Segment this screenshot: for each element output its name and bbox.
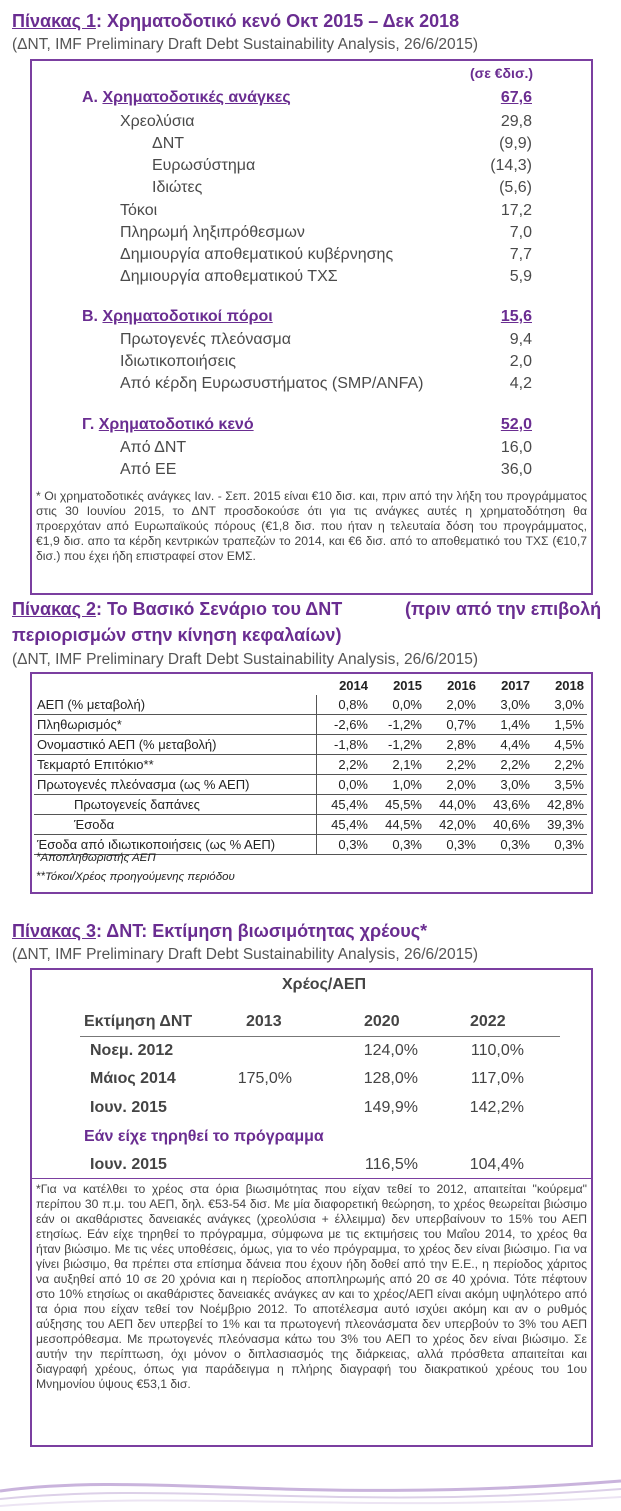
- table1-value: 5,9: [509, 268, 532, 285]
- table3-cell: 128,0%: [363, 1070, 418, 1087]
- table2-row-label: Πρωτογενείς δαπάνες: [34, 795, 317, 815]
- table1-item-label: Τόκοι: [120, 202, 158, 219]
- table1-section-label: [82, 308, 273, 326]
- table1-value: 4,2: [509, 375, 532, 392]
- table2-row: [34, 775, 587, 795]
- table1-item-label: Από ΕΕ: [120, 461, 177, 478]
- table3-note-box: [30, 1178, 593, 1447]
- table3-col-label: Εκτίμηση ΔΝΤ: [84, 1013, 193, 1030]
- table2-cell: 0,3%: [533, 835, 587, 855]
- table2-cell: 40,6%: [479, 815, 533, 835]
- table2-cell: 45,4%: [317, 795, 372, 815]
- table2-foot1: *Αποπληθωριστής ΑΕΠ: [36, 852, 156, 864]
- table2-cell: 43,6%: [479, 795, 533, 815]
- table3-row-label: Μάιος 2014: [90, 1070, 176, 1087]
- table1-item-label: Από ΔΝΤ: [120, 439, 187, 456]
- table2-row-label: Έσοδα από ιδιωτικοποιήσεις (ως % ΑΕΠ): [34, 835, 317, 855]
- table1-note: * Οι χρηματοδοτικές ανάγκες Ιαν. - Σεπ. 2015 είναι €10 δισ. και, πριν από την λήξη του προγράμματος στις 30 Ιουνίου 2015, το ΔΝΤ προσδοκούσε ότι για τις ανάγκες αυτές η χρηματοδότηση θα προερχόταν από Ευρωπαϊκούς πόρους (€1,8 δισ. που ήταν η τελευταία δόση του προγράμματος, €1,9 δισ. απο τα κέρδη κεντρικών τραπεζών το 2014, και €6 δισ. από το αποθεματικό του ΤΧΣ (€10,7 δισ.) που έχει ήδη επιστραφεί στον ΕΜΣ.: [36, 489, 587, 563]
- table3-subheading: Εάν είχε τηρηθεί το πρόγραμμα: [84, 1128, 324, 1145]
- table2-cell: 0,3%: [479, 835, 533, 855]
- table2-cell: -1,2%: [371, 715, 425, 735]
- table1-value: 36,0: [500, 461, 532, 478]
- table2-cell: -1,2%: [371, 735, 425, 755]
- table1-value: 29,8: [500, 113, 532, 130]
- table2-grid: [34, 676, 587, 855]
- table1-value: 67,6: [500, 89, 532, 106]
- table2-cell: 3,0%: [533, 695, 587, 715]
- table2-foot2: **Τόκοι/Χρέος προηγούμενης περιόδου: [36, 871, 235, 883]
- table3-cell: 149,9%: [363, 1099, 418, 1116]
- table3-cell: 142,2%: [469, 1099, 524, 1116]
- table3-row-label: Νοεμ. 2012: [90, 1042, 174, 1059]
- table2-corner: [34, 676, 317, 695]
- table2-row-label: Πληθωρισμός*: [34, 715, 317, 735]
- table3-cell: 175,0%: [237, 1070, 292, 1087]
- table2-year: 2017: [501, 678, 530, 693]
- table1-box: [30, 59, 593, 595]
- table1-section-letter: Β.: [82, 308, 103, 325]
- table1-item-label: Ευρωσύστημα: [152, 157, 256, 174]
- table1-section-label: [82, 416, 254, 434]
- table2-cell: 2,1%: [371, 755, 425, 775]
- table1-value: (5,6): [499, 179, 532, 196]
- table2-cell: 45,5%: [371, 795, 425, 815]
- table2-cell: -2,6%: [317, 715, 372, 735]
- table2-cell: 2,8%: [425, 735, 479, 755]
- table2-header-row: [34, 676, 587, 695]
- table1-item-label: Ιδιωτικοποιήσεις: [120, 353, 236, 370]
- table3-year-0: 2013: [246, 1013, 282, 1030]
- table2-cell: 42,8%: [533, 795, 587, 815]
- decorative-wave: [0, 1451, 621, 1511]
- table2-row-label: Πρωτογενές πλεόνασμα (ως % ΑΕΠ): [34, 775, 317, 795]
- table2-row-label: Τεκμαρτό Επιτόκιο**: [34, 755, 317, 775]
- table2-cell: 3,0%: [479, 695, 533, 715]
- table3-source: (ΔΝΤ, IMF Preliminary Draft Debt Sustainability Analysis, 26/6/2015): [12, 946, 479, 963]
- table1-title: Πίνακας 1: Χρηματοδοτικό κενό Οκτ 2015 – Δεκ 2018: [12, 11, 460, 31]
- table1-value: 9,4: [509, 331, 532, 348]
- table2-row: [34, 695, 587, 715]
- table2-row: [34, 795, 587, 815]
- table1-value: 2,0: [509, 353, 532, 370]
- table2-cell: 1,0%: [371, 775, 425, 795]
- table2-cell: 44,5%: [371, 815, 425, 835]
- table1-value: 15,6: [500, 308, 532, 325]
- table3-note: *Για να κατέλθει το χρέος στα όρια βιωσιμότητας που είχαν τεθεί το 2012, απαιτείται "κούρεμα" περίπου 30 π.μ. του ΑΕΠ, δηλ. €53-54 δισ. Με μία διαφορετική θεώρηση, το χρέος θεωρείται βιώσιμο εάν οι ακαθάριστες δανειακές ανάγκες (χρεολύσια + έλλειμμα) δεν υπερβαίνουν το 15% του ΑΕΠ ετησίως. Εάν είχε τηρηθεί το πρόγραμμα, σύμφωνα με τις εκτιμήσεις του Μαΐου 2014, το χρέος θα ήταν βιώσιμο. Με τις νέες υποθέσεις, όμως, για το νέο πρόγραμμα, το χρέος δεν είναι βιώσιμο. Για να γίνει βιώσιμο, θα πρέπει στα επίσημα δάνεια που έχουν ήδη δοθεί από την Ε.Ε., η περίοδος χάριτος να αυξηθεί από 10 σε 20 χρόνια και η περίοδος αποπληρωμής από 20 σε 40 χρόνια. Τότε πέφτουν στο 10% ετησίως οι ακαθάριστες δανειακές ανάγκες αν και το χρέος/ΑΕΠ είναι ακόμη υψηλότερο από τα όρια που είχαν τεθεί τον Νοέμβριο 2012. Το αποτέλεσμα αυτό ισχύει ακόμη και αν ο ρυθμός αύξησης του ΑΕΠ δεν υπερβεί το 1% και τα πρωτογενή πλεονάσματα δεν υπερβούν το 3% του ΑΕΠ μεσοπρόθεσμα. Με πρωτογενές πλεόνασμα κάτω του 3% του ΑΕΠ το χρέος δεν είναι βιώσιμο. Σε αυτήν την περίπτωση, όχι μόνον ο διπλασιασμός της διάρκειας, αλλά πρόσθετα απαιτείται και διαγραφή χρέους, όπως για παράδειγμα η πλήρης διαγραφή του διακρατικού χρέους του 1ου Μνημονίου ύψους €53,1 δισ.: [36, 1182, 587, 1391]
- table2-cell: 2,2%: [425, 755, 479, 775]
- table3-cell: 117,0%: [470, 1070, 524, 1087]
- table3-heading: Χρέος/ΑΕΠ: [282, 976, 367, 993]
- table2-row: [34, 815, 587, 835]
- table2-row-label: Έσοδα: [34, 815, 317, 835]
- table2-row: [34, 755, 587, 775]
- table1-item-label: Ιδιώτες: [152, 179, 203, 196]
- table2-title-line2: περιορισμών στην κίνηση κεφαλαίων): [12, 625, 342, 645]
- table3-cell: 110,0%: [470, 1042, 524, 1059]
- table3-year-2: 2022: [470, 1013, 506, 1030]
- table1-source: (ΔΝΤ, IMF Preliminary Draft Debt Sustainability Analysis, 26/6/2015): [12, 36, 479, 53]
- table1-item-label: Δημιουργία αποθεματικού ΤΧΣ: [120, 268, 338, 285]
- table1-section-label: [82, 89, 291, 107]
- table1-item-label: ΔΝΤ: [152, 135, 185, 152]
- table3-cell: 116,5%: [364, 1156, 418, 1173]
- table2-cell: 2,0%: [425, 775, 479, 795]
- table1-value: 7,7: [509, 246, 532, 263]
- table3-row-label: Ιουν. 2015: [90, 1156, 167, 1173]
- table3-row-label: Ιουν. 2015: [90, 1099, 167, 1116]
- table2-cell: 0,3%: [317, 835, 372, 855]
- table1-section-letter: Γ.: [82, 416, 99, 433]
- table1-section-name: Χρηματοδοτικοί πόροι: [102, 308, 273, 325]
- table3-divider: [80, 1036, 560, 1037]
- table1-value: 16,0: [500, 439, 532, 456]
- table3-cell: 104,4%: [469, 1156, 524, 1173]
- table1-item-label: Δημιουργία αποθεματικού κυβέρνησης: [120, 246, 394, 263]
- table2-cell: 1,4%: [479, 715, 533, 735]
- table2-cell: 0,7%: [425, 715, 479, 735]
- table1-unit: (σε €δισ.): [470, 65, 534, 81]
- table1-value: 7,0: [509, 224, 532, 241]
- table2-cell: 2,0%: [425, 695, 479, 715]
- table2-cell: 2,2%: [533, 755, 587, 775]
- table2-cell: -1,8%: [317, 735, 372, 755]
- table2-title-right: (πριν από την επιβολή: [405, 599, 602, 619]
- table2-row-label: ΑΕΠ (% μεταβολή): [34, 695, 317, 715]
- table2-cell: 39,3%: [533, 815, 587, 835]
- table2-cell: 2,2%: [479, 755, 533, 775]
- table2-cell: 0,0%: [371, 695, 425, 715]
- table2-row-label: Ονομαστικό ΑΕΠ (% μεταβολή): [34, 735, 317, 755]
- table3-box: [30, 968, 593, 1180]
- table2-cell: 42,0%: [425, 815, 479, 835]
- table3-cell: 124,0%: [363, 1042, 418, 1059]
- table2-cell: 0,3%: [425, 835, 479, 855]
- table2-cell: 1,5%: [533, 715, 587, 735]
- table1-item-label: Από κέρδη Ευρωσυστήματος (SMP/ANFA): [120, 375, 424, 392]
- table1-section-name: Χρηματοδοτικό κενό: [98, 416, 254, 433]
- table2-cell: 3,0%: [479, 775, 533, 795]
- table1-value: (14,3): [490, 157, 532, 174]
- table2-cell: 44,0%: [425, 795, 479, 815]
- table2-box: [30, 672, 593, 894]
- table2-year: 2018: [555, 678, 584, 693]
- table2-title: Πίνακας 2: Το Βασικό Σενάριο του ΔΝΤ: [12, 599, 343, 619]
- table1-value: 17,2: [500, 202, 532, 219]
- table1-value: (9,9): [499, 135, 532, 152]
- table3-year-1: 2020: [364, 1013, 400, 1030]
- table1-value: 52,0: [500, 416, 532, 433]
- table2-source: (ΔΝΤ, IMF Preliminary Draft Debt Sustainability Analysis, 26/6/2015): [12, 651, 479, 668]
- table2-cell: 4,5%: [533, 735, 587, 755]
- table2-cell: 4,4%: [479, 735, 533, 755]
- table2-cell: 0,0%: [317, 775, 372, 795]
- table2-row: [34, 735, 587, 755]
- table2-year: 2015: [393, 678, 422, 693]
- table2-row: [34, 715, 587, 735]
- table1-section-name: Χρηματοδοτικές ανάγκες: [102, 89, 291, 106]
- table2-cell: 2,2%: [317, 755, 372, 775]
- table2-cell: 45,4%: [317, 815, 372, 835]
- table1-item-label: Χρεολύσια: [120, 113, 195, 130]
- table1-item-label: Πληρωμή ληξιπρόθεσμων: [120, 224, 305, 241]
- table2-cell: 0,3%: [371, 835, 425, 855]
- table2-year: 2016: [447, 678, 476, 693]
- table3-title: Πίνακας 3: ΔΝΤ: Εκτίμηση βιωσιμότητας χρέους*: [12, 921, 428, 941]
- table2-year: 2014: [339, 678, 368, 693]
- table2-cell: 3,5%: [533, 775, 587, 795]
- table1-item-label: Πρωτογενές πλεόνασμα: [120, 331, 291, 348]
- table1-section-letter: Α.: [82, 89, 103, 106]
- table2-cell: 0,8%: [317, 695, 372, 715]
